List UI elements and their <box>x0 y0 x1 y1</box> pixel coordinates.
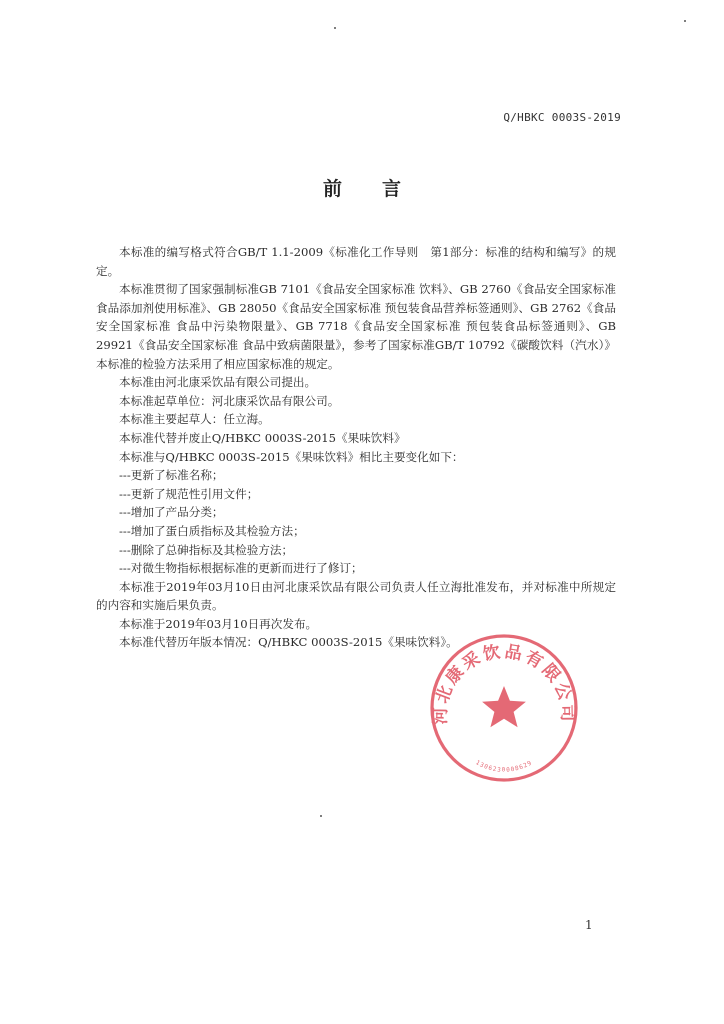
scan-speck <box>334 27 336 29</box>
scan-speck <box>684 20 686 22</box>
paragraph: 本标准于2019年03月10日由河北康采饮品有限公司负责人任立海批准发布，并对标准中所规定的内容和实施后果负责。 <box>96 579 616 613</box>
star-icon <box>482 686 526 727</box>
foreword-body <box>96 243 616 652</box>
scan-speck <box>320 815 322 817</box>
list-item: ---增加了蛋白质指标及其检验方法； <box>119 523 305 538</box>
paragraph: 本标准与Q/HBKC 0003S-2015《果味饮料》相比主要变化如下： <box>119 449 464 464</box>
seal-text-path: 河北康采饮品有限公司 <box>430 641 578 725</box>
paragraph: 本标准代替并废止Q/HBKC 0003S-2015《果味饮料》 <box>119 430 406 445</box>
list-item: ---删除了总砷指标及其检验方法； <box>119 542 294 557</box>
page-number: 1 <box>585 918 593 932</box>
paragraph: 本标准代替历年版本情况：Q/HBKC 0003S-2015《果味饮料》。 <box>119 635 458 650</box>
paragraph: 本标准主要起草人：任立海。 <box>119 412 270 427</box>
seal-number-path: 1306230008629 <box>474 759 534 774</box>
company-seal-stamp <box>424 628 584 788</box>
page-title: 前言 <box>322 178 441 200</box>
paragraph: 本标准的编写格式符合GB/T 1.1-2009《标准化工作导则 第1部分：标准的结构和编写》的规定。 <box>96 245 616 278</box>
list-item: ---更新了标准名称； <box>119 468 224 483</box>
paragraph: 本标准贯彻了国家强制标准GB 7101《食品安全国家标准 饮料》、GB 2760《食品安全国家标准 食品添加剂使用标准》、GB 28050《食品安全国家标准 预包装食品营养标签通则》、GB 2762《食品安全国家标准 食品中污染物限量》、GB 7718《食品安全国家标准 预包装食品标签通则》、GB 29921《食品安全国家标准 食品中致病菌限量》，参考了国家标准GB/T 10792《碳酸饮料（汽水）》本标准的检验方法采用了相应国家标准的规定。 <box>96 282 616 371</box>
list-item: ---增加了产品分类； <box>119 505 224 520</box>
changes-list <box>96 466 616 578</box>
list-item: ---更新了规范性引用文件； <box>119 486 259 501</box>
paragraph: 本标准于2019年03月10日再次发布。 <box>119 616 318 631</box>
paragraph: 本标准由河北康采饮品有限公司提出。 <box>119 375 317 390</box>
seal-number <box>474 759 533 774</box>
paragraph: 本标准起草单位：河北康采饮品有限公司。 <box>119 393 340 408</box>
list-item: ---对微生物指标根据标准的更新而进行了修订； <box>119 561 363 576</box>
document-code: Q/HBKC 0003S-2019 <box>503 111 621 124</box>
